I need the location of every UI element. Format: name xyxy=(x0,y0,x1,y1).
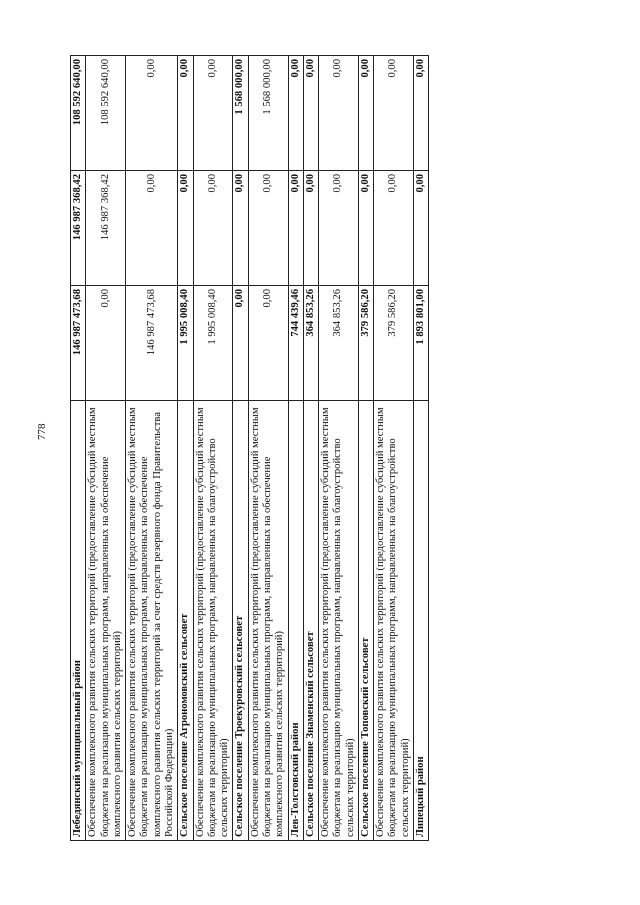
row-value-2: 0,00 xyxy=(414,171,429,286)
table-row xyxy=(288,56,303,841)
page-number: 778 xyxy=(36,423,48,440)
row-value-1: 1 893 801,00 xyxy=(414,286,429,401)
row-value-1: 744 439,46 xyxy=(288,286,303,401)
row-name: Сельское поселение Знаменский сельсовет xyxy=(303,401,318,841)
row-value-3: 0,00 xyxy=(178,56,193,171)
row-value-3: 0,00 xyxy=(288,56,303,171)
row-name: Лебедянский муниципальный район xyxy=(71,401,86,841)
table-row xyxy=(374,56,414,841)
row-value-2: 0,00 xyxy=(303,171,318,286)
row-value-3: 108 592 640,00 xyxy=(71,56,86,171)
row-value-3: 0,00 xyxy=(303,56,318,171)
row-name: Сельское поселение Троекуровский сельсовет xyxy=(233,401,248,841)
table-row xyxy=(71,56,86,841)
row-value-3: 0,00 xyxy=(358,56,373,171)
row-name: Обеспечение комплексного развития сельских территорий (предоставление субсидий местным бюджетам на реализацию муниципальных программ, направленных на благоустройство сельских территорий) xyxy=(193,401,233,841)
row-name: Лев-Толстовский район xyxy=(288,401,303,841)
row-value-2: 0,00 xyxy=(178,171,193,286)
table-row xyxy=(86,56,126,841)
row-value-2: 146 987 368,42 xyxy=(86,171,126,286)
row-name: Обеспечение комплексного развития сельских территорий (предоставление субсидий местным бюджетам на реализацию муниципальных программ, направленных на благоустройство сельских территорий) xyxy=(374,401,414,841)
row-value-1: 0,00 xyxy=(86,286,126,401)
table-row xyxy=(303,56,318,841)
row-value-1: 379 586,20 xyxy=(374,286,414,401)
row-name: Обеспечение комплексного развития сельских территорий (предоставление субсидий местным бюджетам на реализацию муниципальных программ, направленных на обеспечение комплексного развития сельских территорий) xyxy=(86,401,126,841)
table-row xyxy=(233,56,248,841)
row-name: Сельское поселение Агрономовский сельсовет xyxy=(178,401,193,841)
row-value-1: 1 995 008,40 xyxy=(178,286,193,401)
row-value-2: 0,00 xyxy=(358,171,373,286)
table-row xyxy=(126,56,178,841)
row-value-3: 0,00 xyxy=(193,56,233,171)
table-row xyxy=(248,56,288,841)
row-name: Сельское поселение Топовский сельсовет xyxy=(358,401,373,841)
row-value-3: 0,00 xyxy=(414,56,429,171)
row-name: Обеспечение комплексного развития сельских территорий (предоставление субсидий местным бюджетам на реализацию муниципальных программ, направленных на обеспечение комплексного развития сельских территорий) xyxy=(248,401,288,841)
budget-table xyxy=(70,55,429,841)
row-value-2: 0,00 xyxy=(248,171,288,286)
row-value-3: 0,00 xyxy=(374,56,414,171)
rotated-table-container xyxy=(70,56,585,841)
row-name: Обеспечение комплексного развития сельских территорий (предоставление субсидий местным бюджетам на реализацию муниципальных программ, направленных на обеспечение комплексного развития сельских территорий за счет средств резервного фонда Правительства Российской Федерации) xyxy=(126,401,178,841)
row-value-3: 108 592 640,00 xyxy=(86,56,126,171)
row-value-3: 1 568 000,00 xyxy=(233,56,248,171)
row-value-3: 1 568 000,00 xyxy=(248,56,288,171)
row-value-1: 0,00 xyxy=(233,286,248,401)
row-value-1: 1 995 008,40 xyxy=(193,286,233,401)
table-row xyxy=(193,56,233,841)
table-row xyxy=(178,56,193,841)
row-value-2: 0,00 xyxy=(374,171,414,286)
row-value-3: 0,00 xyxy=(319,56,359,171)
row-name: Липецкий район xyxy=(414,401,429,841)
row-value-1: 146 987 473,68 xyxy=(126,286,178,401)
row-value-2: 0,00 xyxy=(319,171,359,286)
row-value-2: 0,00 xyxy=(126,171,178,286)
table-row xyxy=(358,56,373,841)
row-value-1: 146 987 473,68 xyxy=(71,286,86,401)
row-value-1: 364 853,26 xyxy=(303,286,318,401)
row-name: Обеспечение комплексного развития сельских территорий (предоставление субсидий местным бюджетам на реализацию муниципальных программ, направленных на благоустройство сельских территорий) xyxy=(319,401,359,841)
row-value-2: 146 987 368,42 xyxy=(71,171,86,286)
row-value-1: 364 853,26 xyxy=(319,286,359,401)
row-value-2: 0,00 xyxy=(288,171,303,286)
row-value-2: 0,00 xyxy=(193,171,233,286)
row-value-1: 0,00 xyxy=(248,286,288,401)
table-row xyxy=(319,56,359,841)
table-row xyxy=(414,56,429,841)
row-value-1: 379 586,20 xyxy=(358,286,373,401)
row-value-2: 0,00 xyxy=(233,171,248,286)
row-value-3: 0,00 xyxy=(126,56,178,171)
